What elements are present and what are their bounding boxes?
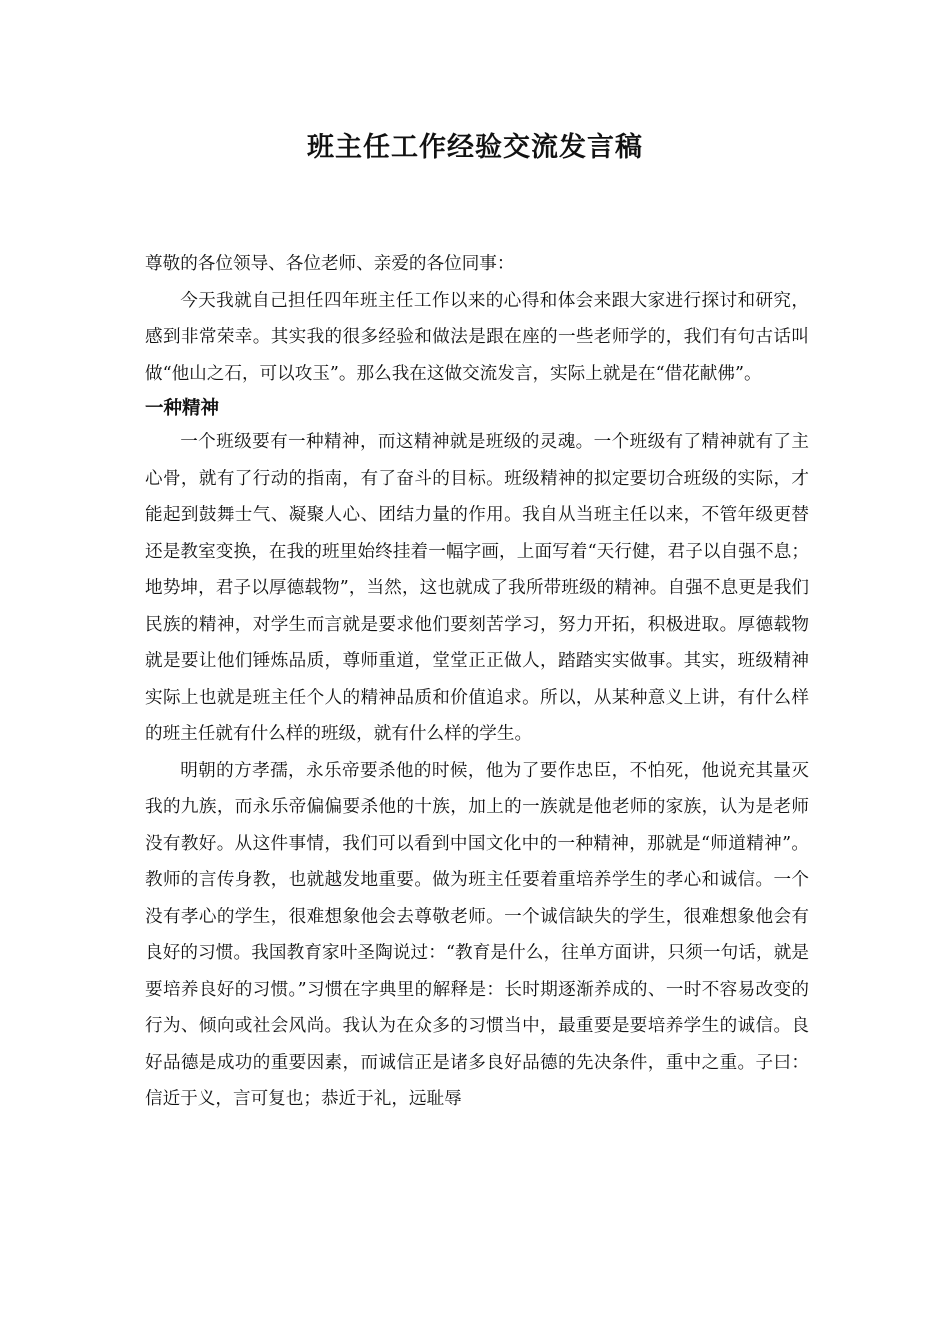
intro-paragraph: 今天我就自己担任四年班主任工作以来的心得和体会来跟大家进行探讨和研究，感到非常荣幸。其实我的很多经验和做法是跟在座的一些老师学的，我们有句古话叫做“他山之石，可以攻玉”。那么我在这做交流发言，实际上就是在“借花献佛”。 [145, 290, 809, 384]
section-paragraph-2: 明朝的方孝孺，永乐帝要杀他的时候，他为了要作忠臣，不怕死，他说充其量灭我的九族，而永乐帝偏偏要杀他的十族，加上的一族就是他老师的家族，认为是老师没有教好。从这件事情，我们可以看到中国文化中的一种精神，那就是“师道精神”。教师的言传身教，也就越发地重要。做为班主任要着重培养学生的孝心和诚信。一个没有孝心的学生，很难想象他会去尊敬老师。一个诚信缺失的学生，很难想象他会有良好的习惯。我国教育家叶圣陶说过：“教育是什么，往单方面讲，只须一句话，就是要培养良好的习惯。”习惯在字典里的解释是：长时期逐渐养成的、一时不容易改变的行为、倾向或社会风尚。我认为在众多的习惯当中，最重要是要培养学生的诚信。良好品德是成功的重要因素，而诚信正是诸多良好品德的先决条件，重中之重。子曰：信近于义，言可复也；恭近于礼，远耻辱 [145, 760, 809, 1109]
document-body [145, 246, 809, 1118]
greeting-line: 尊敬的各位领导、各位老师、亲爱的各位同事： [145, 254, 515, 274]
section-heading: 一种精神 [145, 398, 220, 419]
document-title: 班主任工作经验交流发言稿 [307, 132, 643, 163]
section-paragraph-1: 一个班级要有一种精神，而这精神就是班级的灵魂。一个班级有了精神就有了主心骨，就有了行动的指南，有了奋斗的目标。班级精神的拟定要切合班级的实际，才能起到鼓舞士气、凝聚人心、团结力量的作用。我自从当班主任以来，不管年级更替还是教室变换，在我的班里始终挂着一幅字画，上面写着“天行健，君子以自强不息；地势坤，君子以厚德载物”，当然，这也就成了我所带班级的精神。自强不息更是我们民族的精神，对学生而言就是要求他们要刻苦学习，努力开拓，积极进取。厚德载物就是要让他们锤炼品质，尊师重道，堂堂正正做人，踏踏实实做事。其实，班级精神实际上也就是班主任个人的精神品质和价值追求。所以，从某种意义上讲，有什么样的班主任就有什么样的班级，就有什么样的学生。 [145, 432, 809, 744]
